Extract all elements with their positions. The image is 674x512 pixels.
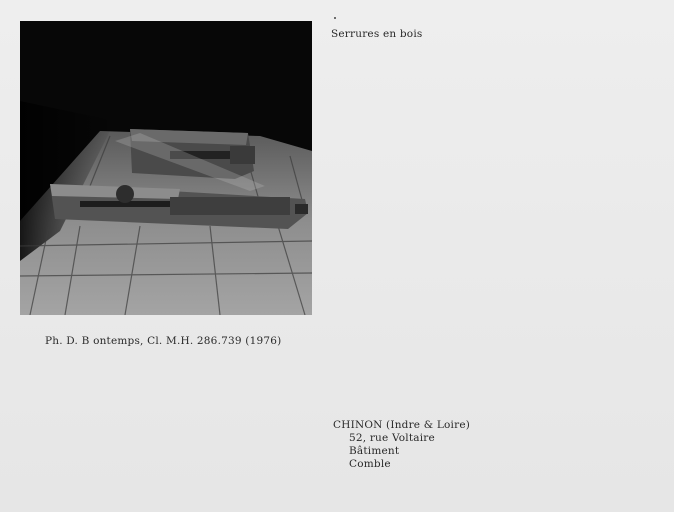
location-address: 52, rue Voltaire: [349, 432, 435, 444]
card-title: Serrures en bois: [331, 28, 423, 40]
location-room: Comble: [349, 458, 391, 470]
location-block: [333, 419, 470, 471]
photograph: [20, 21, 312, 315]
photo-credit: Ph. D. B ontemps, Cl. M.H. 286.739 (1976): [45, 335, 282, 347]
location-city: CHINON (Indre & Loire): [333, 419, 471, 431]
upper-lock: [130, 129, 255, 179]
location-building: Bâtiment: [349, 445, 400, 457]
speck: [334, 17, 336, 19]
wooden-locks-photo: [20, 21, 312, 315]
